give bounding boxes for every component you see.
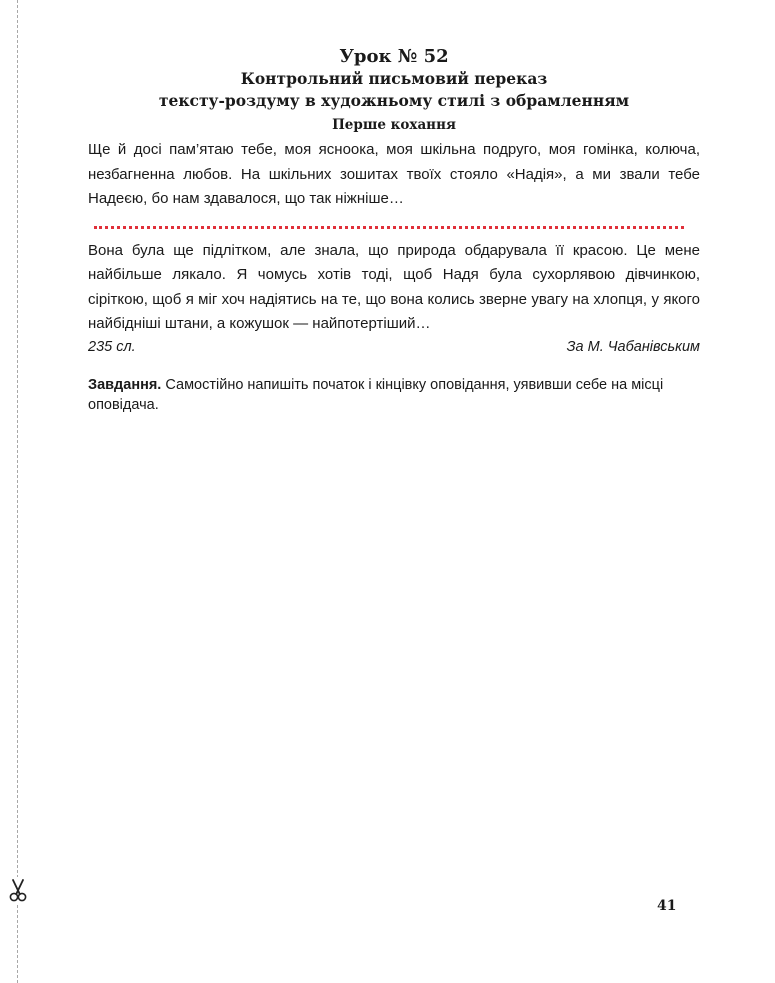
word-count: 235 сл. [88,338,136,355]
cut-line [17,0,18,983]
lesson-subtitle-line1: Контрольний письмовий переказ [240,69,548,88]
story-title: Перше кохання [332,117,456,133]
lesson-subtitle-line2: тексту-роздуму в художньому стилі з обрамленням [158,91,630,110]
task-text: Самостійно напишіть початок і кінцівку оповідання, уявивши себе на місці оповідача. [88,376,664,413]
story-paragraph-2: Вона була ще підлітком, але знала, що природа обдарувала її красою. Це мене найбільше лякало. Я чомусь хотів тоді, щоб Надя була сухорлявою дівчинкою, сіріткою, щоб я міг хоч надіятись на те, що вона колись зверне увагу на хлопця, у якого найбідніші штани, а кожушок — найпотертіший… [88,241,700,332]
story-paragraph-1: Ще й досі пам’ятаю тебе, моя ясноока, моя шкільна подруго, моя гомінка, колюча, незбагненна любов. На шкільних зошитах твоїх стояло «Надія», а ми звали тебе Надеєю, бо нам здавалося, що так ніжніше… [88,141,700,207]
omission-dotted-divider [94,226,684,229]
task-block [88,375,700,415]
page-number: 41 [657,898,677,914]
scissors-icon [8,877,28,903]
source-row [88,337,700,357]
lesson-title: Урок № 52 [339,46,449,67]
task-label: Завдання. [88,376,162,393]
page-content [88,46,700,415]
attribution: За М. Чабанівським [566,338,700,355]
